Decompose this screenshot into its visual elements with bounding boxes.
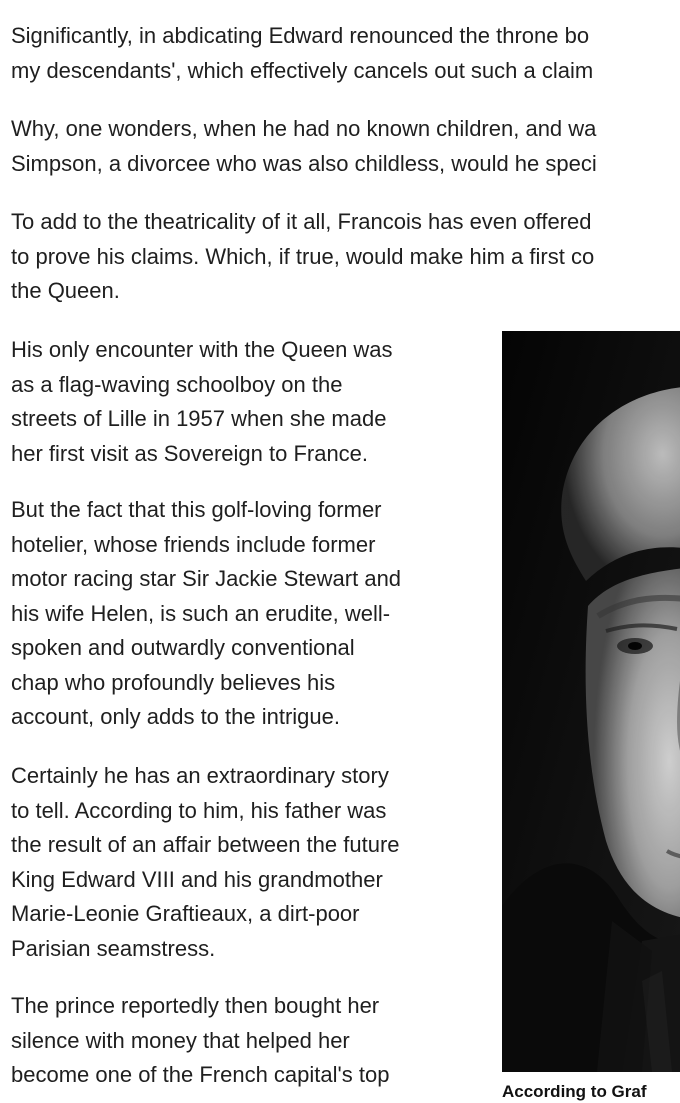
text-line: my descendants', which effectively cancels out such a claim <box>11 57 594 83</box>
text-line: streets of Lille in 1957 when she made <box>11 406 387 431</box>
text-line: Why, one wonders, when he had no known children, and wa <box>11 116 597 141</box>
text-line: Significantly, in abdicating Edward renounced the throne bo <box>11 23 590 48</box>
portrait-photo-icon <box>502 331 680 1072</box>
text-line: the Queen. <box>11 278 120 303</box>
article-paragraph <box>11 333 393 471</box>
article-paragraph <box>11 493 401 735</box>
photo-caption: According to Graf <box>502 1082 647 1101</box>
text-line: The prince reportedly then bought her <box>11 993 380 1018</box>
article-paragraph <box>11 205 594 309</box>
text-line: to tell. According to him, his father was <box>11 797 387 823</box>
text-line: to prove his claims. Which, if true, would make him a first co <box>11 243 595 269</box>
text-line: silence with money that helped her <box>11 1027 350 1053</box>
article-paragraph <box>11 989 389 1093</box>
text-line: become one of the French capital's top <box>11 1062 390 1087</box>
text-line: Marie-Leonie Graftieaux, a dirt-poor <box>11 901 360 926</box>
text-line: Certainly he has an extraordinary story <box>11 763 389 788</box>
text-line: her first visit as Sovereign to France. <box>11 440 369 466</box>
text-line: Simpson, a divorcee who was also childless, would he speci <box>11 150 597 176</box>
text-line: To add to the theatricality of it all, Francois has even offered <box>11 209 592 234</box>
article-paragraph <box>11 759 400 966</box>
text-line: But the fact that this golf-loving former <box>11 497 382 522</box>
text-line: account, only adds to the intrigue. <box>11 704 340 729</box>
portrait-photo <box>502 331 680 1072</box>
text-line: as a flag-waving schoolboy on the <box>11 371 343 397</box>
text-line: his wife Helen, is such an erudite, well- <box>11 600 391 626</box>
text-line: the result of an affair between the future <box>11 832 400 857</box>
article-paragraph <box>11 112 597 181</box>
text-line: Parisian seamstress. <box>11 935 216 961</box>
text-line: chap who profoundly believes his <box>11 669 336 695</box>
article-paragraph <box>11 19 593 88</box>
text-line: hotelier, whose friends include former <box>11 531 376 557</box>
text-line: King Edward VIII and his grandmother <box>11 866 383 892</box>
text-line: motor racing star Sir Jackie Stewart and <box>11 566 402 591</box>
text-line: His only encounter with the Queen was <box>11 337 393 362</box>
text-line: spoken and outwardly conventional <box>11 635 355 660</box>
